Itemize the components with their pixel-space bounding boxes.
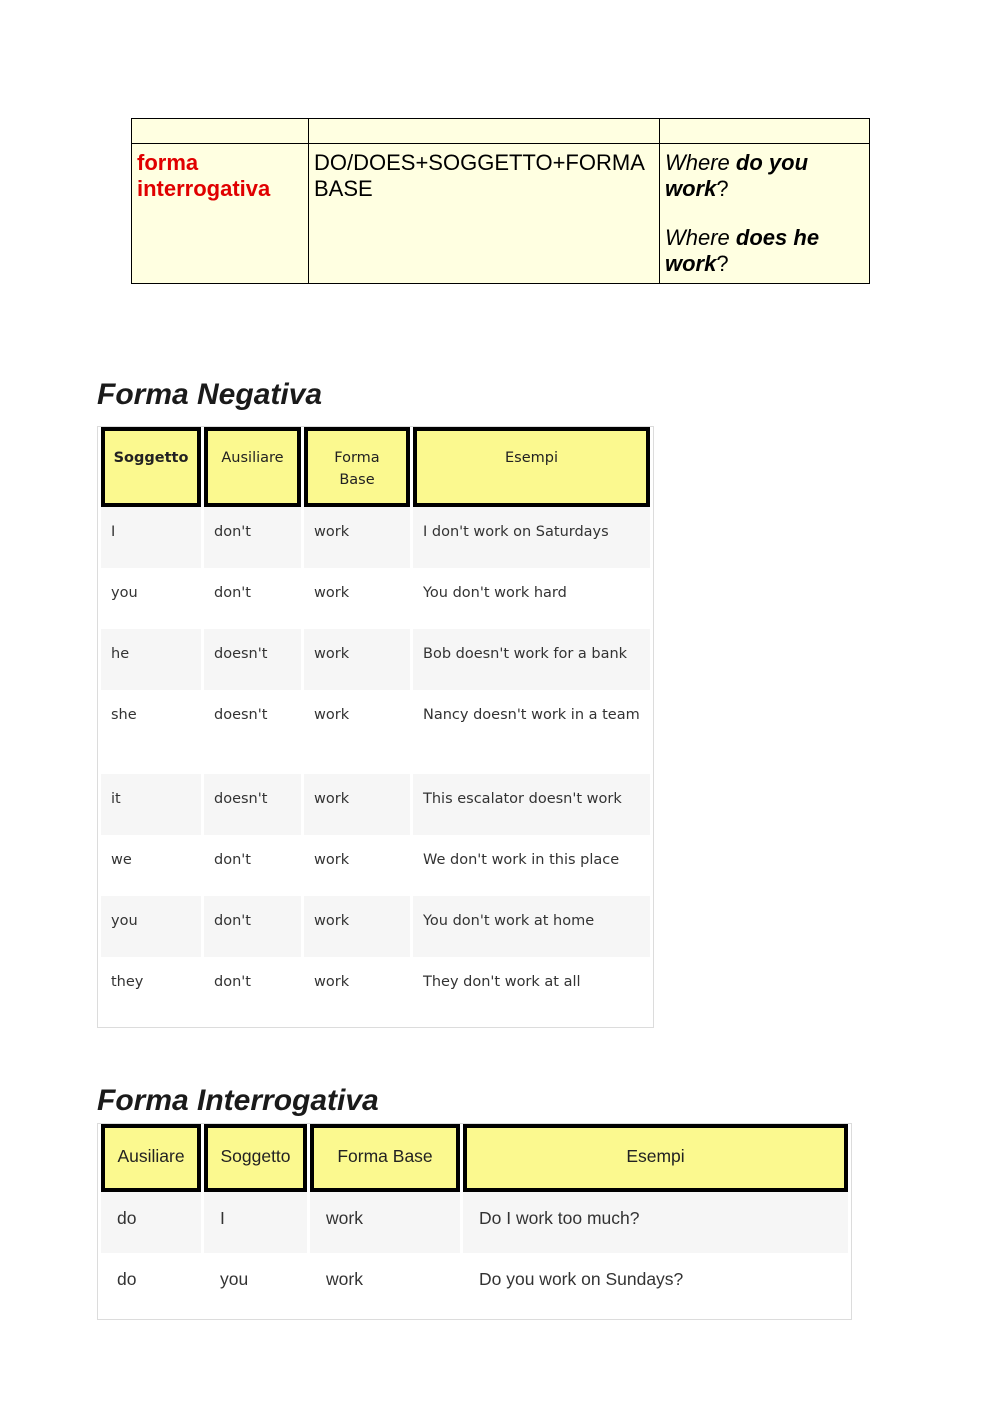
table-row <box>101 1253 848 1319</box>
cell-example: This escalator doesn't work <box>413 774 650 835</box>
cell-base-form: work <box>310 1253 460 1319</box>
cell-example: Nancy doesn't work in a team <box>413 690 650 774</box>
cell-subject: I <box>101 507 201 568</box>
cell-base-form: work <box>304 957 410 1027</box>
cell-auxiliary: don't <box>204 568 301 629</box>
example-bold: work <box>665 251 717 276</box>
cell-auxiliary: don't <box>204 507 301 568</box>
cell-example: They don't work at all <box>413 957 650 1027</box>
header-base-text: Base <box>339 472 375 488</box>
cell-subject: you <box>204 1253 307 1319</box>
example-bold: do you <box>735 150 809 175</box>
cell-subject: they <box>101 957 201 1027</box>
cell-example: Do you work on Sundays? <box>463 1253 848 1319</box>
structure-row <box>132 144 870 284</box>
example-2-cont <box>665 251 864 277</box>
negative-section-title: Forma Negativa <box>97 378 323 411</box>
table-row <box>101 957 650 1027</box>
example-1-cont <box>665 176 864 202</box>
example-punct: ? <box>716 251 729 276</box>
cell-subject: I <box>204 1192 307 1253</box>
example-bold: work <box>665 176 717 201</box>
cell-subject: you <box>101 568 201 629</box>
cell-base-form: work <box>304 896 410 957</box>
structure-line2: BASE <box>314 176 373 201</box>
example-text: Where <box>665 225 736 250</box>
cell-example: We don't work in this place <box>413 835 650 896</box>
example-2 <box>665 225 864 251</box>
table-row <box>101 1192 848 1253</box>
interrogative-structure-table <box>131 118 870 284</box>
example-text: Where <box>665 150 736 175</box>
header-forma-text: Forma <box>334 450 380 466</box>
cell-example: You don't work at home <box>413 896 650 957</box>
structure-line1: DO/DOES+SOGGETTO+FORMA <box>314 150 645 175</box>
table-row <box>101 774 650 835</box>
header-ausiliare: Ausiliare <box>101 1124 201 1192</box>
cell-base-form: work <box>310 1192 460 1253</box>
cell-base-form: work <box>304 774 410 835</box>
table-header-row <box>101 1124 848 1192</box>
table-row <box>101 896 650 957</box>
cell-base-form: work <box>304 835 410 896</box>
header-esempi: Esempi <box>413 427 650 507</box>
header-ausiliare: Ausiliare <box>204 427 301 507</box>
cell-auxiliary: do <box>101 1192 201 1253</box>
header-esempi: Esempi <box>463 1124 848 1192</box>
empty-row <box>132 119 870 144</box>
cell-example: Bob doesn't work for a bank <box>413 629 650 690</box>
structure-cell <box>309 144 660 284</box>
empty-cell <box>132 119 309 144</box>
table-row <box>101 690 650 774</box>
example-bold: does he <box>735 225 820 250</box>
header-soggetto: Soggetto <box>204 1124 307 1192</box>
cell-subject: she <box>101 690 201 774</box>
form-label-line1: forma <box>137 150 199 175</box>
cell-auxiliary: do <box>101 1253 201 1319</box>
cell-auxiliary: doesn't <box>204 690 301 774</box>
negative-form-table <box>97 426 654 1028</box>
cell-example: Do I work too much? <box>463 1192 848 1253</box>
empty-cell <box>660 119 870 144</box>
empty-cell <box>309 119 660 144</box>
interrogative-section-title: Forma Interrogativa <box>97 1084 379 1117</box>
header-soggetto: Soggetto <box>101 427 201 507</box>
cell-base-form: work <box>304 690 410 774</box>
cell-auxiliary: don't <box>204 835 301 896</box>
examples-cell <box>660 144 870 284</box>
header-forma-base: Forma Base <box>310 1124 460 1192</box>
cell-example: I don't work on Saturdays <box>413 507 650 568</box>
header-forma-base <box>304 427 410 507</box>
form-label-cell <box>132 144 309 284</box>
table-row <box>101 568 650 629</box>
cell-base-form: work <box>304 629 410 690</box>
example-punct: ? <box>716 176 729 201</box>
example-1 <box>665 150 864 176</box>
table-row <box>101 629 650 690</box>
cell-subject: we <box>101 835 201 896</box>
table-header-row <box>101 427 650 507</box>
cell-base-form: work <box>304 507 410 568</box>
cell-auxiliary: don't <box>204 957 301 1027</box>
interrogative-form-table <box>97 1123 852 1320</box>
cell-subject: he <box>101 629 201 690</box>
table-row <box>101 835 650 896</box>
cell-auxiliary: doesn't <box>204 629 301 690</box>
cell-auxiliary: don't <box>204 896 301 957</box>
cell-subject: it <box>101 774 201 835</box>
cell-example: You don't work hard <box>413 568 650 629</box>
cell-base-form: work <box>304 568 410 629</box>
cell-auxiliary: doesn't <box>204 774 301 835</box>
table-row <box>101 507 650 568</box>
cell-subject: you <box>101 896 201 957</box>
form-label-line2: interrogativa <box>137 176 271 201</box>
